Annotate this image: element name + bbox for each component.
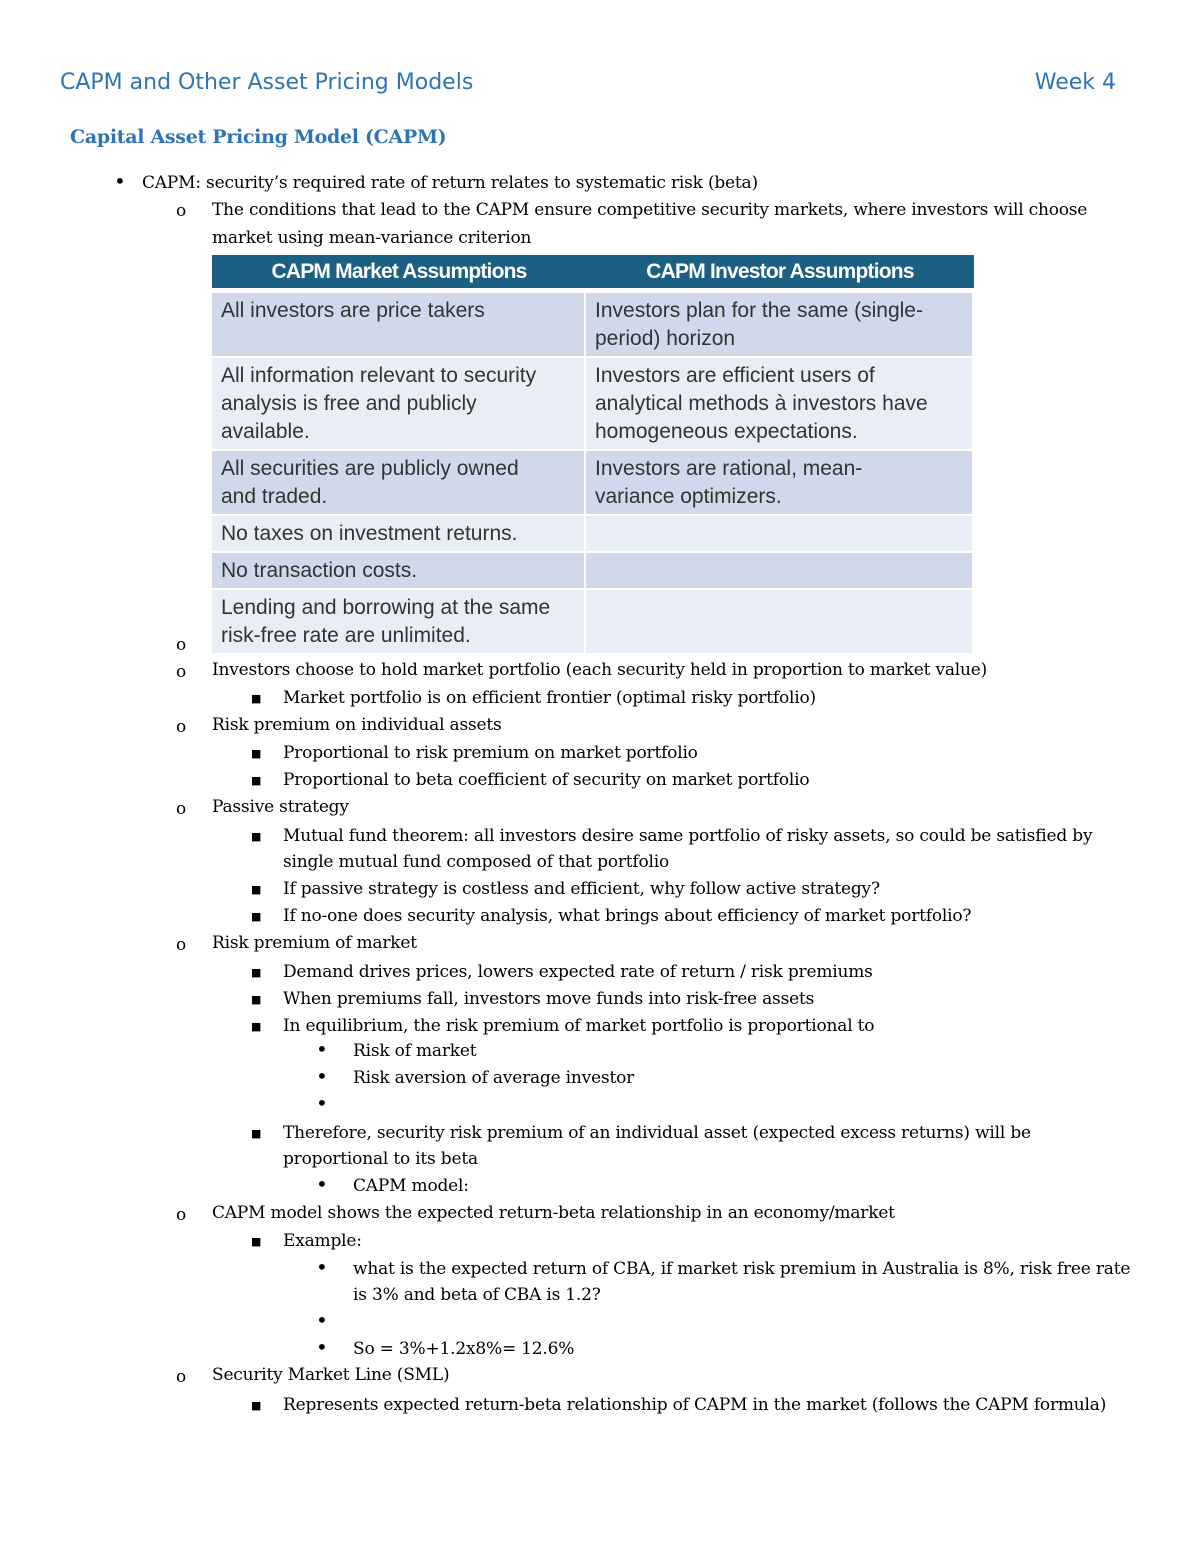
bullet-circle: o <box>176 1367 187 1387</box>
bullet-square: ■ <box>251 747 262 760</box>
bullet-square: ■ <box>251 1399 262 1412</box>
table-cell: Investors plan for the same (single- period) horizon <box>586 291 974 356</box>
document-title: CAPM and Other Asset Pricing Models <box>60 70 474 95</box>
table-cell: All investors are price takers <box>212 291 586 356</box>
bullet-circle: o <box>176 935 187 955</box>
assumptions-table <box>212 255 974 653</box>
bullet-square: ■ <box>251 966 262 979</box>
bullet-circle: o <box>176 717 187 737</box>
list-item: Mutual fund theorem: all investors desire same portfolio of risky assets, so could be satisfied by <box>283 826 1093 846</box>
bullet-dot: • <box>316 1064 328 1088</box>
table-cell: Investors are rational, mean- variance optimizers. <box>586 449 974 514</box>
table-row <box>212 291 974 356</box>
table-cell: No taxes on investment returns. <box>212 514 586 551</box>
bullet-dot: • <box>316 1308 328 1332</box>
bullet-square: ■ <box>251 993 262 1006</box>
list-item: Risk premium on individual assets <box>212 715 502 735</box>
bullet-square: ■ <box>251 1235 262 1248</box>
list-item: CAPM model shows the expected return-beta relationship in an economy/market <box>212 1203 895 1223</box>
list-item: Proportional to beta coefficient of security on market portfolio <box>283 770 810 790</box>
list-item: Proportional to risk premium on market portfolio <box>283 743 698 763</box>
table-row <box>212 514 974 551</box>
list-item-continued: is 3% and beta of CBA is 1.2? <box>353 1285 601 1305</box>
table-cell: All information relevant to security analysis is free and publicly available. <box>212 356 586 449</box>
bullet-square: ■ <box>251 910 262 923</box>
list-item: what is the expected return of CBA, if market risk premium in Australia is 8%, risk free rate <box>353 1259 1131 1279</box>
bullet-circle: o <box>176 1205 187 1225</box>
list-item: Risk of market <box>353 1041 477 1061</box>
bullet-square: ■ <box>251 692 262 705</box>
table-cell: Lending and borrowing at the same risk-free rate are unlimited. <box>212 588 586 653</box>
table-cell <box>586 588 974 653</box>
table-row <box>212 356 974 449</box>
bullet-circle: o <box>176 662 187 682</box>
table-cell: No transaction costs. <box>212 551 586 588</box>
table-header-investor: CAPM Investor Assumptions <box>586 255 974 291</box>
list-item: Risk premium of market <box>212 933 417 953</box>
bullet-dot: • <box>316 1172 328 1196</box>
table-row <box>212 588 974 653</box>
week-label: Week 4 <box>1034 70 1116 95</box>
table-cell <box>586 551 974 588</box>
list-item: In equilibrium, the risk premium of market portfolio is proportional to <box>283 1016 875 1036</box>
page-header <box>60 70 1116 95</box>
bullet-dot: • <box>114 169 126 193</box>
bullet-square: ■ <box>251 1020 262 1033</box>
list-item: Risk aversion of average investor <box>353 1068 635 1088</box>
list-item: Market portfolio is on efficient frontier (optimal risky portfolio) <box>283 688 816 708</box>
table-header-market: CAPM Market Assumptions <box>212 255 586 291</box>
list-item: Passive strategy <box>212 797 349 817</box>
section-heading: Capital Asset Pricing Model (CAPM) <box>70 126 447 148</box>
bullet-dot: • <box>316 1037 328 1061</box>
table-row <box>212 449 974 514</box>
list-item: Represents expected return-beta relationship of CAPM in the market (follows the CAPM formula) <box>283 1395 1107 1415</box>
table-row <box>212 551 974 588</box>
list-item: CAPM: security’s required rate of return relates to systematic risk (beta) <box>142 173 758 193</box>
list-item: If no-one does security analysis, what brings about efficiency of market portfolio? <box>283 906 972 926</box>
list-item: Security Market Line (SML) <box>212 1365 450 1385</box>
list-item: The conditions that lead to the CAPM ensure competitive security markets, where investors will choose <box>212 200 1088 220</box>
bullet-dot: • <box>316 1091 328 1115</box>
list-item: Demand drives prices, lowers expected rate of return / risk premiums <box>283 962 873 982</box>
bullet-square: ■ <box>251 830 262 843</box>
table-cell: Investors are efficient users of analytical methods à investors have homogeneous expectations. <box>586 356 974 449</box>
bullet-square: ■ <box>251 774 262 787</box>
list-item: CAPM model: <box>353 1176 469 1196</box>
list-item-continued: market using mean-variance criterion <box>212 228 532 248</box>
bullet-square: ■ <box>251 883 262 896</box>
table-cell <box>586 514 974 551</box>
bullet-square: ■ <box>251 1127 262 1140</box>
bullet-circle: o <box>176 635 187 655</box>
list-item: So = 3%+1.2x8%= 12.6% <box>353 1339 575 1359</box>
bullet-dot: • <box>316 1255 328 1279</box>
table-cell: All securities are publicly owned and traded. <box>212 449 586 514</box>
list-item-continued: proportional to its beta <box>283 1149 478 1169</box>
list-item: Therefore, security risk premium of an individual asset (expected excess returns) will be <box>283 1123 1031 1143</box>
list-item: When premiums fall, investors move funds into risk-free assets <box>283 989 815 1009</box>
list-item: If passive strategy is costless and efficient, why follow active strategy? <box>283 879 880 899</box>
list-item: Example: <box>283 1231 362 1251</box>
list-item-continued: single mutual fund composed of that portfolio <box>283 852 670 872</box>
list-item: Investors choose to hold market portfolio (each security held in proportion to market value) <box>212 660 988 680</box>
bullet-circle: o <box>176 799 187 819</box>
bullet-circle: o <box>176 201 187 221</box>
bullet-dot: • <box>316 1335 328 1359</box>
